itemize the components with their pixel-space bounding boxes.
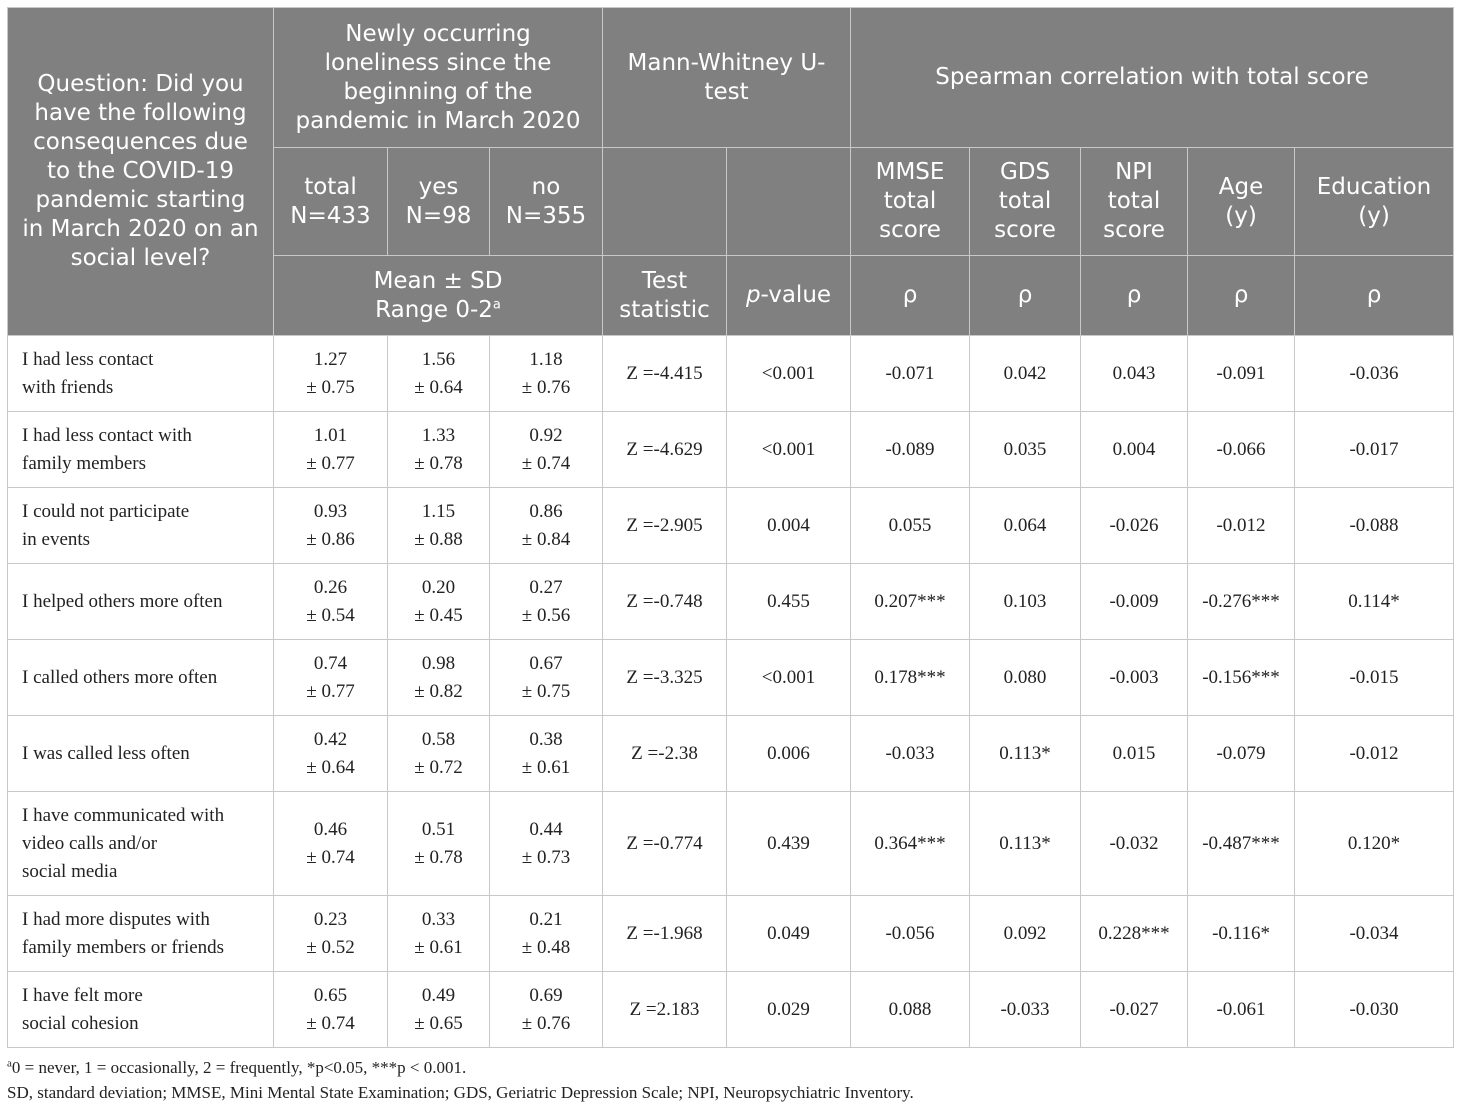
- yes-mean-sd-cell: 0.49 ± 0.65: [388, 972, 490, 1048]
- age-rho-cell: -0.487***: [1188, 792, 1295, 896]
- no-column-header: no N=355: [490, 148, 603, 256]
- total-mean-sd-cell: 0.74 ± 0.77: [274, 640, 388, 716]
- education-rho-cell: 0.114*: [1295, 564, 1454, 640]
- mmse-rho-cell: -0.089: [851, 412, 970, 488]
- npi-rho-cell: 0.043: [1081, 336, 1188, 412]
- npi-rho-cell: -0.009: [1081, 564, 1188, 640]
- p-value-cell: 0.029: [727, 972, 851, 1048]
- rho-header-education: ρ: [1295, 256, 1454, 336]
- total-mean-sd-cell: 0.93 ± 0.86: [274, 488, 388, 564]
- table-row: [8, 336, 1454, 412]
- education-rho-cell: -0.036: [1295, 336, 1454, 412]
- mmse-rho-cell: -0.056: [851, 896, 970, 972]
- p-value-cell: 0.439: [727, 792, 851, 896]
- table-row: [8, 488, 1454, 564]
- gds-rho-cell: 0.035: [970, 412, 1081, 488]
- yes-mean-sd-cell: 1.15 ± 0.88: [388, 488, 490, 564]
- table-header: [8, 8, 1454, 336]
- npi-rho-cell: -0.003: [1081, 640, 1188, 716]
- npi-column-header: NPI total score: [1081, 148, 1188, 256]
- age-rho-cell: -0.091: [1188, 336, 1295, 412]
- mmse-rho-cell: 0.088: [851, 972, 970, 1048]
- question-cell: I helped others more often: [8, 564, 274, 640]
- yes-column-header: yes N=98: [388, 148, 490, 256]
- mann-whitney-header: Mann-Whitney U-test: [603, 8, 851, 148]
- table-row: [8, 716, 1454, 792]
- rho-header-gds: ρ: [970, 256, 1081, 336]
- age-rho-cell: -0.156***: [1188, 640, 1295, 716]
- table-footnotes: [7, 1055, 914, 1105]
- test-statistic-cell: Z =-0.774: [603, 792, 727, 896]
- results-table: [7, 7, 1454, 1048]
- footnote-scale: $^a$0 = never, 1 = occasionally, 2 = frequently, *p<0.05, ***p < 0.001.: [7, 1057, 467, 1077]
- age-rho-cell: -0.066: [1188, 412, 1295, 488]
- table-body: [8, 336, 1454, 1048]
- question-cell: I was called less often: [8, 716, 274, 792]
- mmse-rho-cell: 0.055: [851, 488, 970, 564]
- test-statistic-cell: Z =-3.325: [603, 640, 727, 716]
- no-mean-sd-cell: 1.18 ± 0.76: [490, 336, 603, 412]
- age-column-header: Age (y): [1188, 148, 1295, 256]
- total-mean-sd-cell: 0.42 ± 0.64: [274, 716, 388, 792]
- yes-mean-sd-cell: 0.51 ± 0.78: [388, 792, 490, 896]
- age-rho-cell: -0.276***: [1188, 564, 1295, 640]
- mmse-rho-cell: 0.178***: [851, 640, 970, 716]
- age-rho-cell: -0.079: [1188, 716, 1295, 792]
- question-cell: I had less contact with friends: [8, 336, 274, 412]
- question-cell: I have communicated with video calls and/or social media: [8, 792, 274, 896]
- total-mean-sd-cell: 0.65 ± 0.74: [274, 972, 388, 1048]
- test-statistic-cell: Z =-1.968: [603, 896, 727, 972]
- yes-mean-sd-cell: 0.20 ± 0.45: [388, 564, 490, 640]
- no-mean-sd-cell: 0.67 ± 0.75: [490, 640, 603, 716]
- table-row: [8, 896, 1454, 972]
- total-mean-sd-cell: 0.46 ± 0.74: [274, 792, 388, 896]
- empty-header-cell: [603, 148, 727, 256]
- yes-mean-sd-cell: 0.98 ± 0.82: [388, 640, 490, 716]
- gds-rho-cell: 0.103: [970, 564, 1081, 640]
- p-value-cell: <0.001: [727, 336, 851, 412]
- total-mean-sd-cell: 1.01 ± 0.77: [274, 412, 388, 488]
- mmse-rho-cell: 0.364***: [851, 792, 970, 896]
- rho-header-age: ρ: [1188, 256, 1295, 336]
- p-value-header: p-value: [727, 256, 851, 336]
- education-column-header: Education (y): [1295, 148, 1454, 256]
- npi-rho-cell: -0.032: [1081, 792, 1188, 896]
- test-statistic-cell: Z =2.183: [603, 972, 727, 1048]
- footnote-abbreviations: SD, standard deviation; MMSE, Mini Mental State Examination; GDS, Geriatric Depression Scale; NPI, Neuropsychiatric Inventory.: [7, 1083, 914, 1102]
- mmse-rho-cell: -0.033: [851, 716, 970, 792]
- question-cell: I have felt more social cohesion: [8, 972, 274, 1048]
- no-mean-sd-cell: 0.69 ± 0.76: [490, 972, 603, 1048]
- education-rho-cell: -0.030: [1295, 972, 1454, 1048]
- npi-rho-cell: 0.015: [1081, 716, 1188, 792]
- question-cell: I had more disputes with family members or friends: [8, 896, 274, 972]
- npi-rho-cell: 0.004: [1081, 412, 1188, 488]
- test-statistic-cell: Z =-0.748: [603, 564, 727, 640]
- gds-column-header: GDS total score: [970, 148, 1081, 256]
- p-value-cell: 0.049: [727, 896, 851, 972]
- mean-sd-header: Mean ± SD Range 0-2$^a$: [274, 256, 603, 336]
- total-column-header: total N=433: [274, 148, 388, 256]
- age-rho-cell: -0.061: [1188, 972, 1295, 1048]
- no-mean-sd-cell: 0.44 ± 0.73: [490, 792, 603, 896]
- question-cell: I could not participate in events: [8, 488, 274, 564]
- question-header: Question: Did you have the following consequences due to the COVID-19 pandemic starting in March 2020 on an social level?: [8, 8, 274, 336]
- p-value-cell: 0.006: [727, 716, 851, 792]
- total-mean-sd-cell: 0.26 ± 0.54: [274, 564, 388, 640]
- p-value-cell: 0.455: [727, 564, 851, 640]
- gds-rho-cell: 0.092: [970, 896, 1081, 972]
- results-table-container: [7, 7, 1453, 1048]
- education-rho-cell: -0.088: [1295, 488, 1454, 564]
- no-mean-sd-cell: 0.86 ± 0.84: [490, 488, 603, 564]
- total-mean-sd-cell: 0.23 ± 0.52: [274, 896, 388, 972]
- yes-mean-sd-cell: 0.58 ± 0.72: [388, 716, 490, 792]
- table-row: [8, 412, 1454, 488]
- gds-rho-cell: -0.033: [970, 972, 1081, 1048]
- table-row: [8, 792, 1454, 896]
- test-statistic-cell: Z =-4.629: [603, 412, 727, 488]
- education-rho-cell: -0.034: [1295, 896, 1454, 972]
- npi-rho-cell: -0.026: [1081, 488, 1188, 564]
- gds-rho-cell: 0.113*: [970, 716, 1081, 792]
- no-mean-sd-cell: 0.92 ± 0.74: [490, 412, 603, 488]
- question-cell: I called others more often: [8, 640, 274, 716]
- loneliness-group-header: Newly occurring loneliness since the beginning of the pandemic in March 2020: [274, 8, 603, 148]
- gds-rho-cell: 0.080: [970, 640, 1081, 716]
- education-rho-cell: -0.015: [1295, 640, 1454, 716]
- gds-rho-cell: 0.042: [970, 336, 1081, 412]
- age-rho-cell: -0.012: [1188, 488, 1295, 564]
- total-mean-sd-cell: 1.27 ± 0.75: [274, 336, 388, 412]
- npi-rho-cell: 0.228***: [1081, 896, 1188, 972]
- age-rho-cell: -0.116*: [1188, 896, 1295, 972]
- no-mean-sd-cell: 0.27 ± 0.56: [490, 564, 603, 640]
- table-row: [8, 972, 1454, 1048]
- yes-mean-sd-cell: 0.33 ± 0.61: [388, 896, 490, 972]
- no-mean-sd-cell: 0.21 ± 0.48: [490, 896, 603, 972]
- table-row: [8, 640, 1454, 716]
- yes-mean-sd-cell: 1.56 ± 0.64: [388, 336, 490, 412]
- question-cell: I had less contact with family members: [8, 412, 274, 488]
- test-statistic-cell: Z =-2.38: [603, 716, 727, 792]
- no-mean-sd-cell: 0.38 ± 0.61: [490, 716, 603, 792]
- rho-header-mmse: ρ: [851, 256, 970, 336]
- mmse-rho-cell: -0.071: [851, 336, 970, 412]
- test-statistic-cell: Z =-4.415: [603, 336, 727, 412]
- education-rho-cell: 0.120*: [1295, 792, 1454, 896]
- gds-rho-cell: 0.113*: [970, 792, 1081, 896]
- npi-rho-cell: -0.027: [1081, 972, 1188, 1048]
- p-value-cell: <0.001: [727, 412, 851, 488]
- yes-mean-sd-cell: 1.33 ± 0.78: [388, 412, 490, 488]
- gds-rho-cell: 0.064: [970, 488, 1081, 564]
- spearman-header: Spearman correlation with total score: [851, 8, 1454, 148]
- p-value-cell: 0.004: [727, 488, 851, 564]
- p-value-cell: <0.001: [727, 640, 851, 716]
- empty-header-cell: [727, 148, 851, 256]
- test-statistic-header: Test statistic: [603, 256, 727, 336]
- education-rho-cell: -0.017: [1295, 412, 1454, 488]
- rho-header-npi: ρ: [1081, 256, 1188, 336]
- mmse-column-header: MMSE total score: [851, 148, 970, 256]
- education-rho-cell: -0.012: [1295, 716, 1454, 792]
- test-statistic-cell: Z =-2.905: [603, 488, 727, 564]
- mmse-rho-cell: 0.207***: [851, 564, 970, 640]
- table-row: [8, 564, 1454, 640]
